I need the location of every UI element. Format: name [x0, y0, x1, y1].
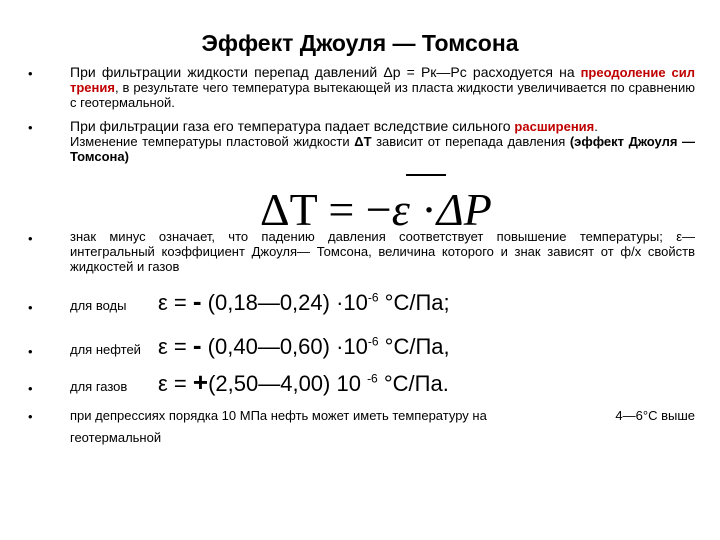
bullet-marker: •: [28, 120, 33, 135]
bullet-marker: •: [28, 66, 33, 81]
paragraph-minus-sign-meaning: знак минус означает, что падению давления соответствует повышение температуры; ε— интегральный коэффициент Джоуля— Томсона, величина которого и знак зависят от ф/х свойств жидкостей и газов: [70, 229, 695, 274]
pressure-drop-text: зависит от перепада давления: [371, 134, 570, 149]
gas-filtration-line1b: .: [594, 119, 598, 134]
gas-filtration-line1a: При фильтрации газа его температура падает вследствие сильного: [70, 118, 515, 134]
formula-overbar: [406, 174, 446, 176]
row-value-gas: ε = +(2,50—4,00) 10 $^{-6}$ °С/Па.: [158, 367, 449, 397]
row-value-oil: ε = - (0,40—0,60) $\cdot 10^{-6}$ °С/Па,: [158, 330, 450, 360]
formula-epsilon: ε: [391, 184, 410, 235]
bullet-marker: •: [28, 231, 33, 246]
paragraph-gas-filtration: [70, 119, 695, 164]
paragraph-depression: [70, 405, 695, 449]
row-label-oil: для нефтей: [70, 342, 141, 357]
bullet-marker: •: [28, 344, 33, 359]
paragraph-liquid-filtration: [70, 65, 695, 110]
formula-dot: ·: [409, 184, 437, 235]
temperature-change-text: Изменение температуры пластовой жидкости: [70, 134, 355, 149]
row-value-water: ε = - (0,18—0,24) $\cdot 10^{-6}$ °С/Па;: [158, 286, 450, 316]
bullet-marker: •: [28, 381, 33, 396]
friction-highlight: преодоление сил трения: [70, 65, 695, 95]
bullet-marker: •: [28, 409, 33, 424]
joule-thomson-effect-bold: (эффект Джоуля — Томсона): [70, 134, 695, 164]
depression-geothermal: геотермальной: [70, 430, 162, 445]
expansion-highlight: расширения: [514, 119, 595, 134]
slide-title: Эффект Джоуля — Томсона: [201, 30, 519, 56]
formula-delta-p: ΔP: [436, 184, 492, 235]
row-label-water: для воды: [70, 298, 127, 313]
formula-equals-minus: = −: [316, 184, 392, 235]
depression-main-text: при депрессиях порядка 10 МПа нефть может иметь температуру на: [70, 408, 487, 423]
delta-t-bold: ΔT: [354, 134, 372, 149]
depression-temperature-rise: 4—6°С выше: [615, 408, 695, 423]
liquid-filtration-line1: При фильтрации жидкости перепад давлений Δp = Pк—Pс расходуется на: [70, 64, 575, 80]
liquid-filtration-rest: , в результате чего температура вытекающей из пласта жидкости увеличивается по сравнению с геотермальной.: [70, 80, 695, 110]
formula-delta-t: ΔT: [260, 184, 317, 235]
bullet-marker: •: [28, 300, 33, 315]
row-label-gas: для газов: [70, 379, 128, 394]
